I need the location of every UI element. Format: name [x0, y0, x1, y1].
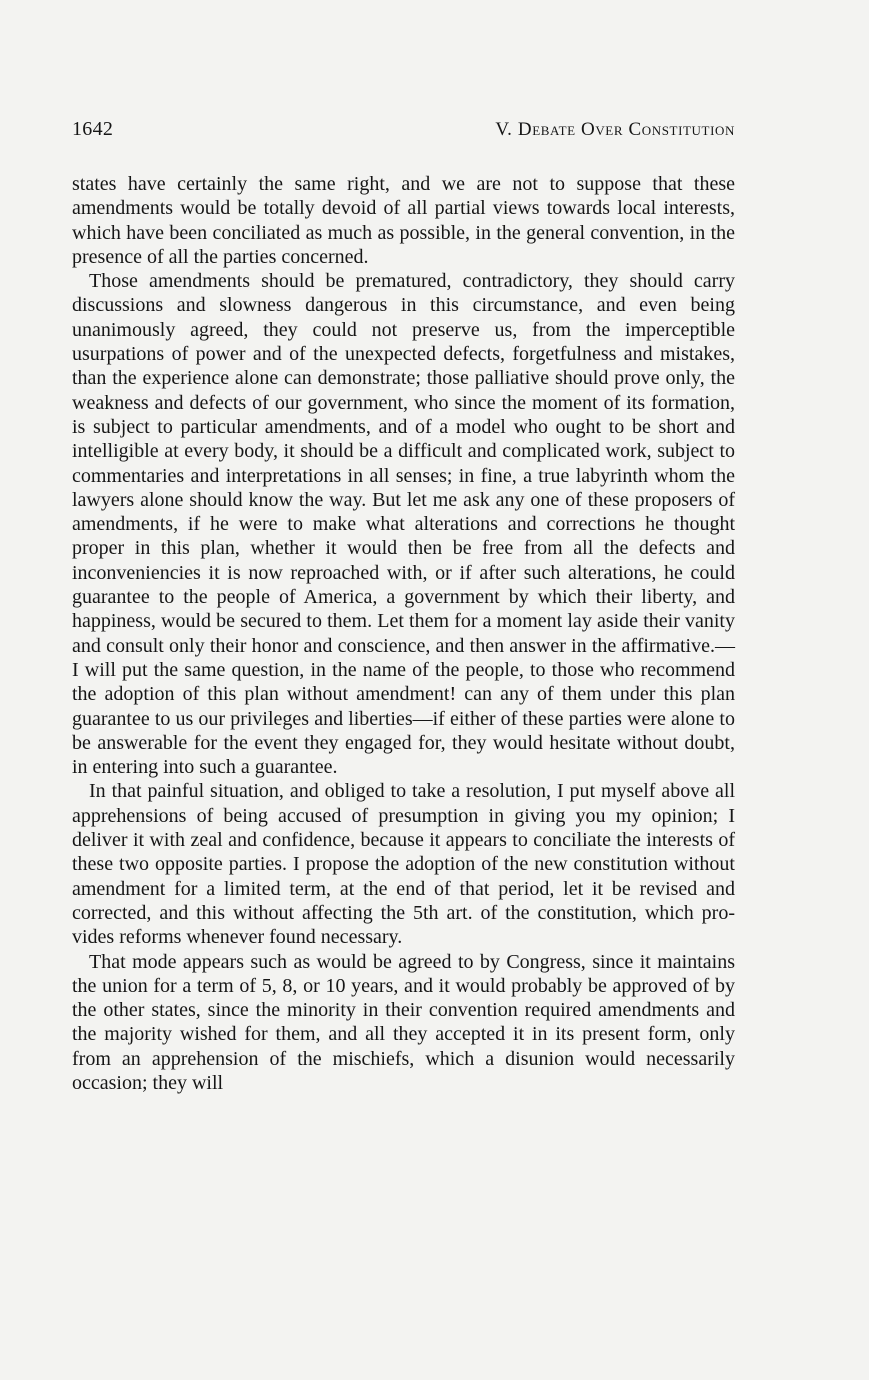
body-text [72, 172, 735, 1095]
page-header [72, 118, 735, 146]
paragraph-4: That mode appears such as would be agreed to by Congress, since it maintains the union for a term of 5, 8, or 10 years, and it would probably be approved of by the other states, since the minority in their convention required amendments and the majority wished for them, and all they accepted it in its present form, only from an apprehension of the mischiefs, which a disunion would necessarily occasion; they will [72, 950, 735, 1094]
paragraph-3: In that painful situation, and obliged to take a resolution, I put myself above all apprehensions of being accused of presumption in giving you my opinion; I deliver it with zeal and confidence, because it appears to conciliate the interests of these two opposite parties. I propose the adoption of the new constitution without amendment for a limited term, at the end of that period, let it be revised and corrected, and this without affecting the 5th art. of the constitution, which provides reforms whenever found necessary. [72, 780, 735, 949]
paragraph-2: Those amendments should be prematured, contradictory, they should carry discussions and slowness dangerous in this circumstance, and even being unanimously agreed, they could not preserve us, from the imperceptible usurpations of power and of the unexpected defects, forgetfulness and mistakes, than the experience alone can demonstrate; those palliative should prove only, the weakness and defects of our government, who since the moment of its formation, is subject to particular amendments, and of a model who ought to be short and intelligible at every body, it should be a difficult and complicated work, subject to commentaries and interpretations in all senses; in fine, a true labyrinth whom the lawyers alone should know the way. But let me ask any one of these proposers of amendments, if he were to make what alterations and corrections he thought proper in this plan, whether it would then be free from all the defects and inconveniencies it is now reproached with, or if after such alterations, he could guarantee to the people of America, a government by which their liberty, and happiness, would be secured to them. Let them for a moment lay aside their vanity and consult only their honor and conscience, and then answer in the affirmative.—I will put the same question, in the name of the people, to those who recommend the adoption of this plan without amendment! can any of them under this plan guarantee to us our privileges and liberties—if either of these parties were alone to be answerable for the event they engaged for, they would hesitate without doubt, in entering into such a guarantee. [72, 270, 735, 779]
page-number: 1642 [72, 118, 114, 140]
running-head: V. Debate Over Constitution [495, 119, 735, 140]
paragraph-1: states have certainly the same right, and we are not to suppose that these amendments would be totally devoid of all partial views towards local interests, which have been conciliated as much as possible, in the general convention, in the presence of all the parties concerned. [72, 173, 735, 268]
document-page [72, 118, 735, 1095]
